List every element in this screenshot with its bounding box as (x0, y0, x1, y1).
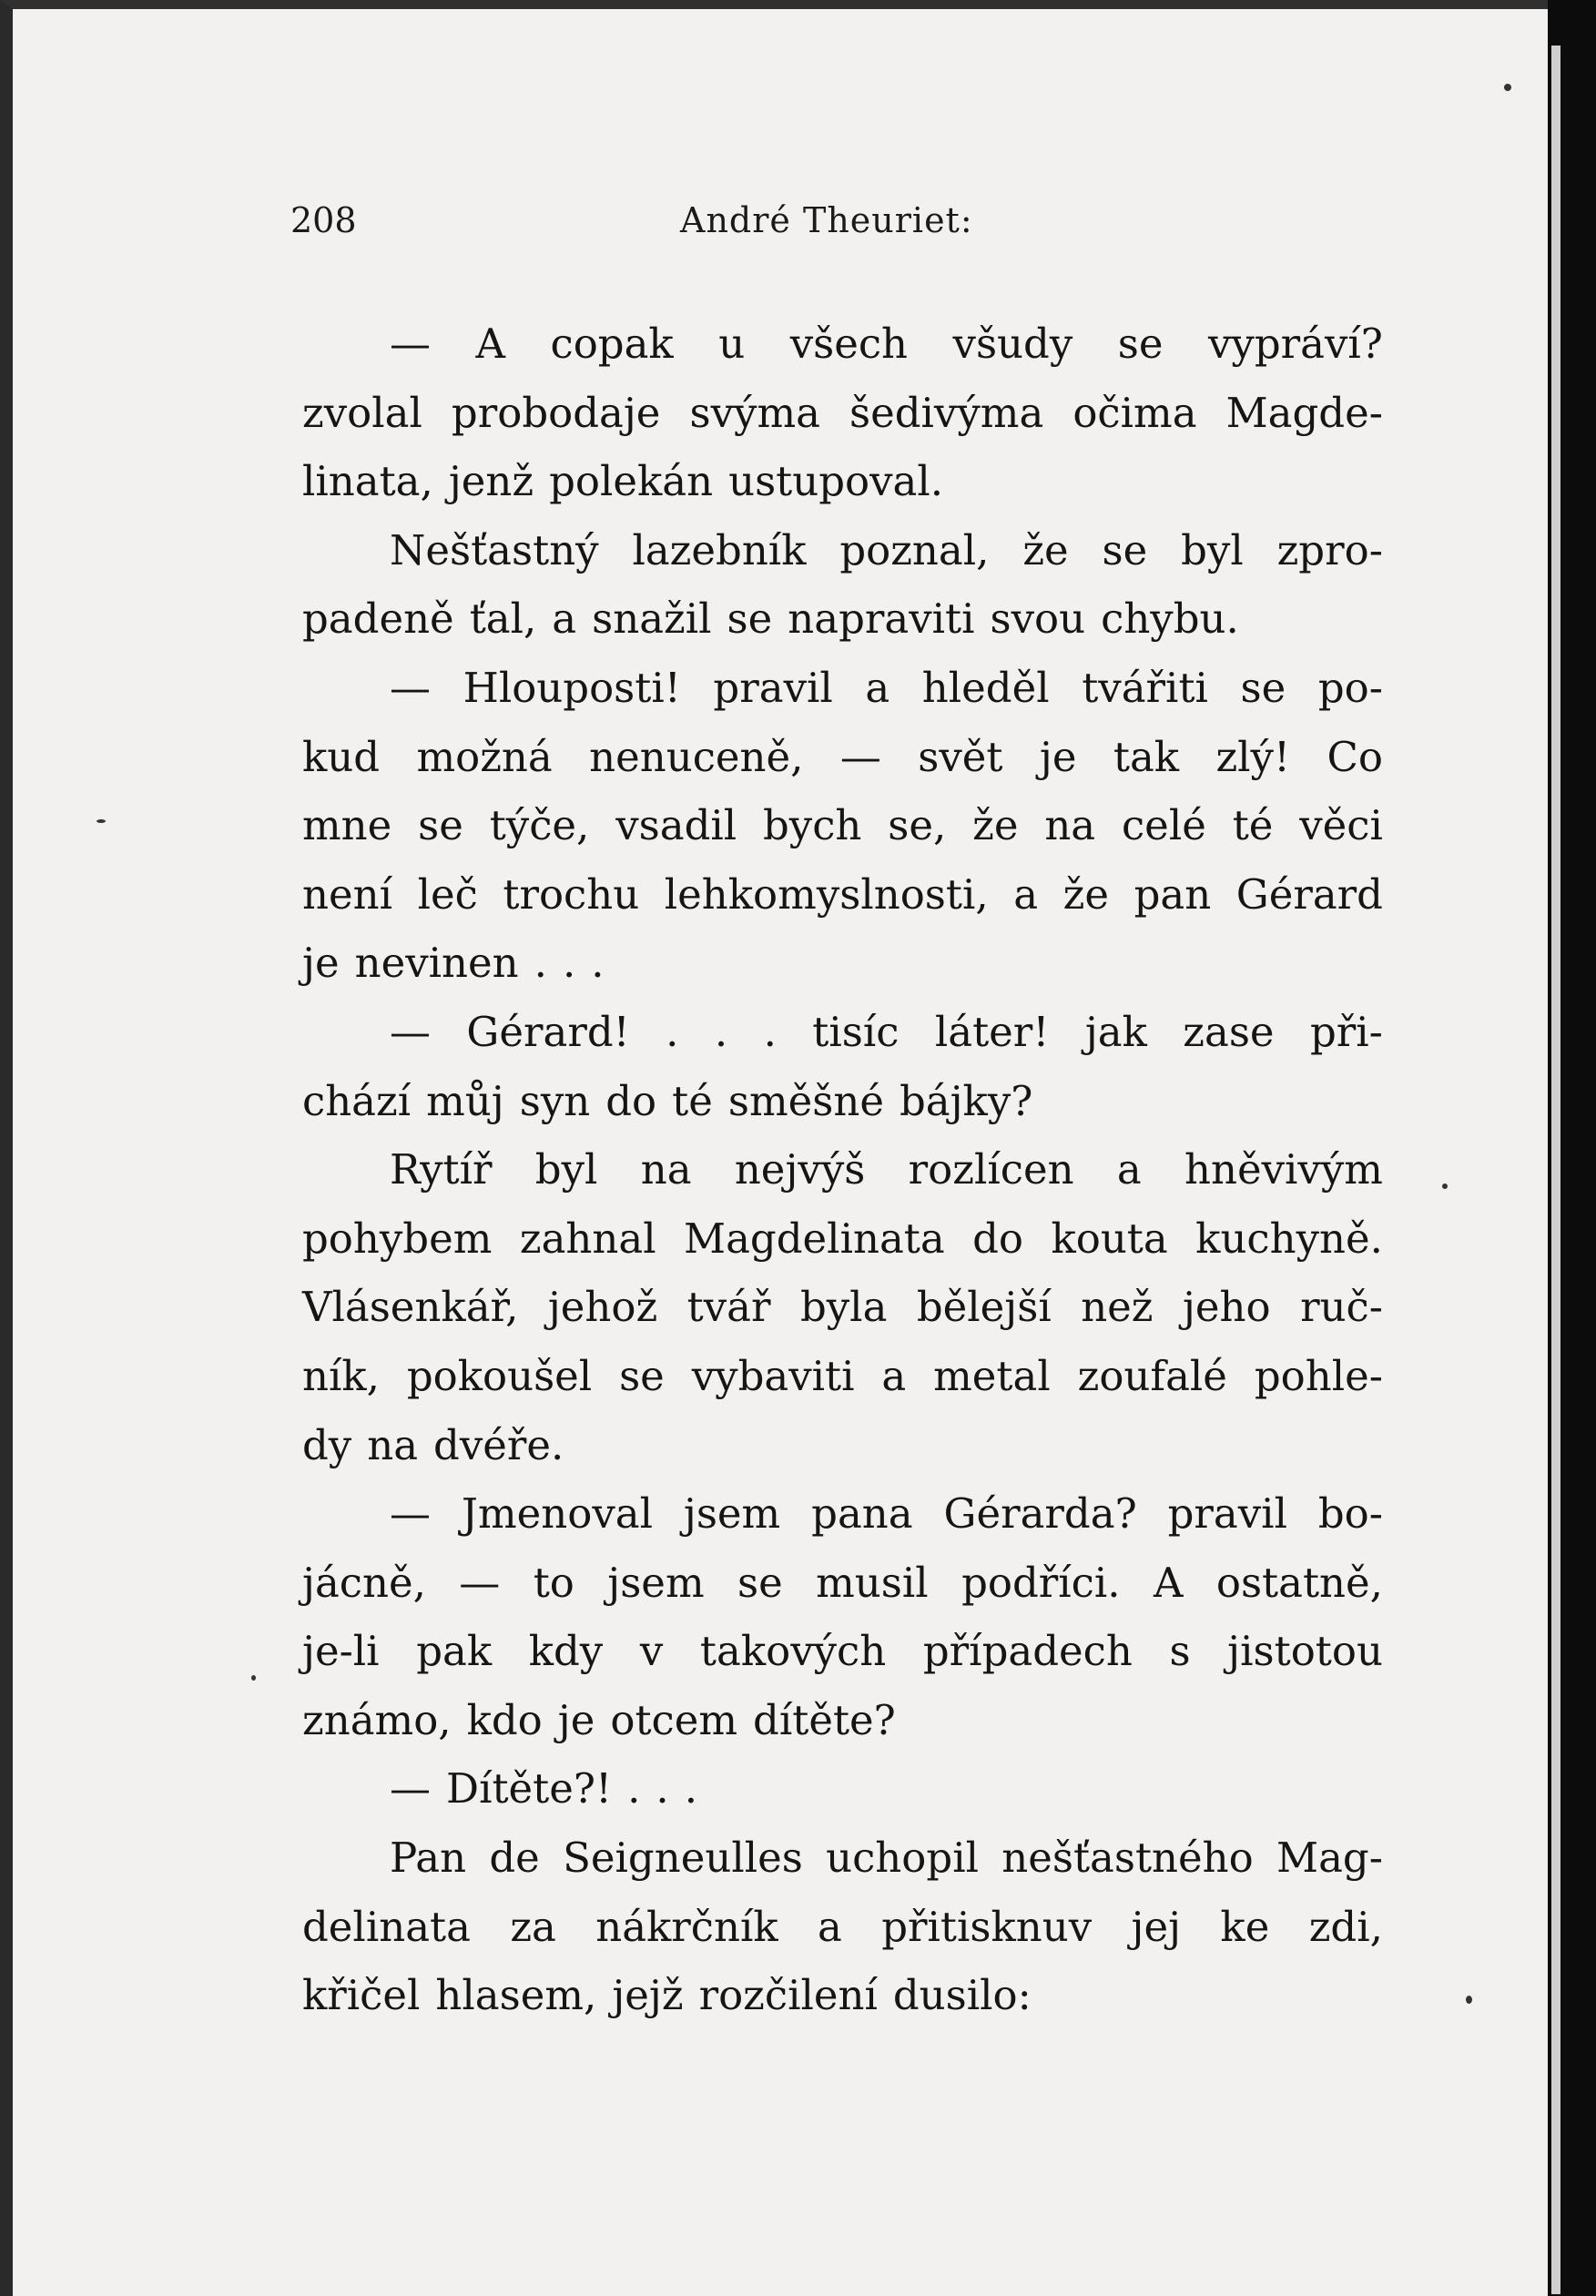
word: — (459, 1558, 501, 1607)
word: Magde- (1225, 388, 1383, 437)
text-line (302, 379, 1383, 448)
word: Pan (390, 1834, 467, 1883)
word: známo, (302, 1695, 452, 1744)
word: nešťastného (1001, 1834, 1254, 1883)
word: za (510, 1902, 556, 1951)
word: — (390, 663, 431, 712)
word: pohle- (1254, 1351, 1383, 1400)
page-edge (1551, 46, 1560, 2294)
word: vybaviti (691, 1351, 855, 1400)
paper-speck (1442, 1184, 1448, 1189)
word: polekán (549, 457, 714, 506)
paper-speck (1466, 1996, 1472, 2004)
word: tisíc (812, 1007, 900, 1056)
word: Rytíř (390, 1145, 493, 1194)
word: dusilo: (892, 1971, 1032, 2020)
word: křičel (302, 1971, 421, 2020)
word: ník, (302, 1351, 380, 1400)
word: zdi, (1308, 1902, 1383, 1951)
word: ke (1220, 1902, 1270, 1951)
word: padeně (302, 594, 454, 644)
word: že (1022, 525, 1069, 574)
word: otcem (610, 1695, 738, 1744)
word: než (1081, 1283, 1154, 1332)
word: že (1062, 869, 1109, 919)
word: se (1240, 663, 1286, 712)
word: trochu (503, 869, 640, 919)
text-line (302, 1204, 1383, 1274)
word: pana (811, 1489, 913, 1539)
word: zase (1183, 1007, 1275, 1056)
word: probodaje (451, 388, 661, 437)
word: tvář (686, 1283, 771, 1332)
word: a (552, 594, 577, 644)
word: a (881, 1351, 907, 1400)
text-line (302, 1754, 1383, 1824)
word: — (839, 732, 881, 781)
word: na (367, 1420, 419, 1469)
word: hleděl (921, 663, 1050, 712)
word: nevinen (354, 939, 519, 988)
word: kdy (528, 1627, 604, 1676)
word: lazebník (632, 525, 807, 574)
word: se (1102, 525, 1148, 574)
word: nákrčník (595, 1902, 778, 1951)
word: je (1039, 732, 1077, 781)
text-line (302, 447, 1383, 516)
word: do (972, 1214, 1024, 1263)
word: tvářiti (1082, 663, 1208, 712)
word: bych (763, 801, 862, 850)
header-title: André Theuriet: (680, 200, 973, 240)
word: — (390, 1489, 431, 1539)
running-head (13, 200, 1560, 255)
word: ostatně, (1215, 1558, 1383, 1607)
text-line (302, 1893, 1383, 1962)
word: dítěte? (753, 1695, 896, 1744)
page-number: 208 (290, 200, 357, 240)
word: Co (1327, 732, 1383, 781)
word: do (605, 1076, 657, 1125)
text-line (302, 1273, 1383, 1342)
word: byla (799, 1283, 888, 1332)
word: linata, (302, 457, 433, 506)
word: po- (1317, 663, 1383, 712)
word: zoufalé (1077, 1351, 1227, 1400)
word: takových (699, 1627, 887, 1676)
word: svět (918, 732, 1003, 781)
word: jak (1084, 1007, 1147, 1056)
text-line (302, 516, 1383, 585)
word: se (737, 1558, 783, 1607)
text-line (302, 723, 1383, 792)
word: pravil (713, 663, 833, 712)
word: přitisknuv (881, 1902, 1093, 1951)
word: podříci. (961, 1558, 1121, 1607)
word: zvolal (302, 388, 422, 437)
word: pokoušel (406, 1351, 593, 1400)
word: a (865, 663, 890, 712)
word: . (714, 1007, 728, 1056)
paper-speck (97, 819, 106, 823)
word: jej (1131, 1902, 1182, 1951)
word: na (640, 1145, 692, 1194)
word: — (390, 1007, 431, 1056)
word: při- (1309, 1007, 1383, 1056)
word: Gérard! (466, 1007, 630, 1056)
word: pohybem (302, 1214, 493, 1263)
text-line (302, 1686, 1383, 1755)
word: bájky? (899, 1076, 1033, 1125)
paper-speck (1504, 84, 1511, 91)
word: té (1232, 801, 1274, 850)
word: pravil (1167, 1489, 1287, 1539)
word: kouta (1051, 1214, 1168, 1263)
word: ruč- (1300, 1283, 1383, 1332)
word: . (763, 1007, 777, 1056)
word: a (818, 1902, 842, 1951)
word: věci (1299, 801, 1383, 850)
word: směšné (727, 1076, 884, 1125)
word: jistotou (1227, 1627, 1383, 1676)
text-line (302, 310, 1383, 379)
word: de (489, 1834, 540, 1883)
word: dvéře. (433, 1420, 564, 1469)
word: musil (816, 1558, 929, 1607)
word: kud (302, 732, 381, 781)
word: delinata (302, 1902, 471, 1951)
word: hlasem, (435, 1971, 597, 2020)
word: . (562, 939, 576, 988)
word: Hlouposti! (463, 663, 681, 712)
word: se, (888, 801, 947, 850)
word: týče, (489, 801, 590, 850)
word: Dítěte?! (446, 1764, 613, 1813)
word: Mag- (1276, 1834, 1383, 1883)
word: se (619, 1351, 665, 1400)
word: . (591, 939, 605, 988)
word: pan (1133, 869, 1212, 919)
word: té (672, 1076, 713, 1125)
word: A (475, 320, 505, 368)
word: Gérard (1235, 869, 1383, 919)
paper-speck (251, 1675, 256, 1681)
word: Nešťastný (390, 525, 599, 574)
word: očima (1072, 388, 1197, 437)
word: Jmenoval (461, 1489, 653, 1539)
word: dy (302, 1420, 352, 1469)
word: rozčilení (698, 1971, 878, 2020)
text-line (302, 1411, 1383, 1480)
word: a (1013, 869, 1039, 919)
word: hněvivým (1184, 1145, 1383, 1194)
word: syn (519, 1076, 591, 1125)
word: uchopil (826, 1834, 979, 1883)
word: kuchyně. (1195, 1214, 1383, 1263)
text-line (302, 998, 1383, 1067)
word: — (390, 320, 431, 368)
word: napraviti (788, 594, 975, 644)
word: kdo (466, 1695, 543, 1744)
text-line (302, 1342, 1383, 1411)
word: jácně, (302, 1558, 426, 1607)
text-line (302, 1479, 1383, 1549)
word: že (972, 801, 1019, 850)
word: . (534, 939, 547, 988)
word: vsadil (615, 801, 737, 850)
word: svýma (689, 388, 820, 437)
word: nejvýš (734, 1145, 866, 1194)
word: se (727, 594, 773, 644)
text-line (302, 1617, 1383, 1686)
word: rozlícen (908, 1145, 1074, 1194)
text-line (302, 1135, 1383, 1204)
word: — (390, 1764, 431, 1813)
word: všudy (952, 320, 1073, 368)
word: a (1116, 1145, 1142, 1194)
word: chybu. (1101, 594, 1239, 644)
word: u (718, 320, 746, 368)
word: to (533, 1558, 574, 1607)
word: jehož (547, 1283, 658, 1332)
text-line (302, 860, 1383, 930)
word: šedivýma (849, 388, 1044, 437)
text-line (302, 654, 1383, 723)
word: ustupoval. (728, 457, 944, 506)
text-line (302, 1549, 1383, 1618)
word: svou (990, 594, 1086, 644)
word: vypráví? (1208, 320, 1383, 368)
word: zahnal (519, 1214, 656, 1263)
word: všech (789, 320, 909, 368)
word: jenž (448, 457, 534, 506)
word: . (684, 1764, 698, 1813)
text-line (302, 584, 1383, 654)
word: Gérarda? (943, 1489, 1137, 1539)
text-line (302, 1824, 1383, 1893)
word: . (666, 1007, 679, 1056)
word: na (1044, 801, 1096, 850)
word: nenuceně, (589, 732, 804, 781)
word: leč (417, 869, 478, 919)
word: se (1117, 320, 1164, 368)
word: A (1153, 1558, 1184, 1607)
word: Magdelinata (684, 1214, 945, 1263)
word: copak (550, 320, 674, 368)
word: láter! (934, 1007, 1050, 1056)
word: můj (426, 1076, 504, 1125)
word: byl (534, 1145, 598, 1194)
text-line (302, 929, 1383, 998)
word: Vlásenkář, (302, 1283, 519, 1332)
word: se (418, 801, 463, 850)
word: případech (922, 1627, 1133, 1676)
word: . (627, 1764, 641, 1813)
text-line (302, 1067, 1383, 1136)
word: byl (1181, 525, 1244, 574)
word: jsem (683, 1489, 781, 1539)
body-text (302, 310, 1383, 2030)
word: možná (416, 732, 553, 781)
word: lehkomyslnosti, (664, 869, 989, 919)
word: celé (1121, 801, 1206, 850)
word: tak (1113, 732, 1180, 781)
word: jsem (607, 1558, 705, 1607)
word: Seigneulles (563, 1834, 803, 1883)
word: chází (302, 1076, 412, 1125)
word: je-li (302, 1627, 380, 1676)
word: zlý! (1215, 732, 1291, 781)
word: zpro- (1276, 525, 1383, 574)
word: metal (933, 1351, 1051, 1400)
word: jejž (612, 1971, 684, 2020)
word: bělejší (916, 1283, 1052, 1332)
word: v (639, 1627, 664, 1676)
word: je (557, 1695, 595, 1744)
word: poznal, (839, 525, 990, 574)
word: snažil (592, 594, 712, 644)
text-line (302, 1961, 1383, 2030)
text-line (302, 791, 1383, 860)
word: ťal, (469, 594, 537, 644)
word: je (302, 939, 340, 988)
word: není (302, 869, 392, 919)
word: s (1169, 1627, 1191, 1676)
word: jeho (1182, 1283, 1271, 1332)
word: bo- (1317, 1489, 1383, 1539)
word: mne (302, 801, 392, 850)
word: pak (416, 1627, 493, 1676)
word: . (656, 1764, 669, 1813)
